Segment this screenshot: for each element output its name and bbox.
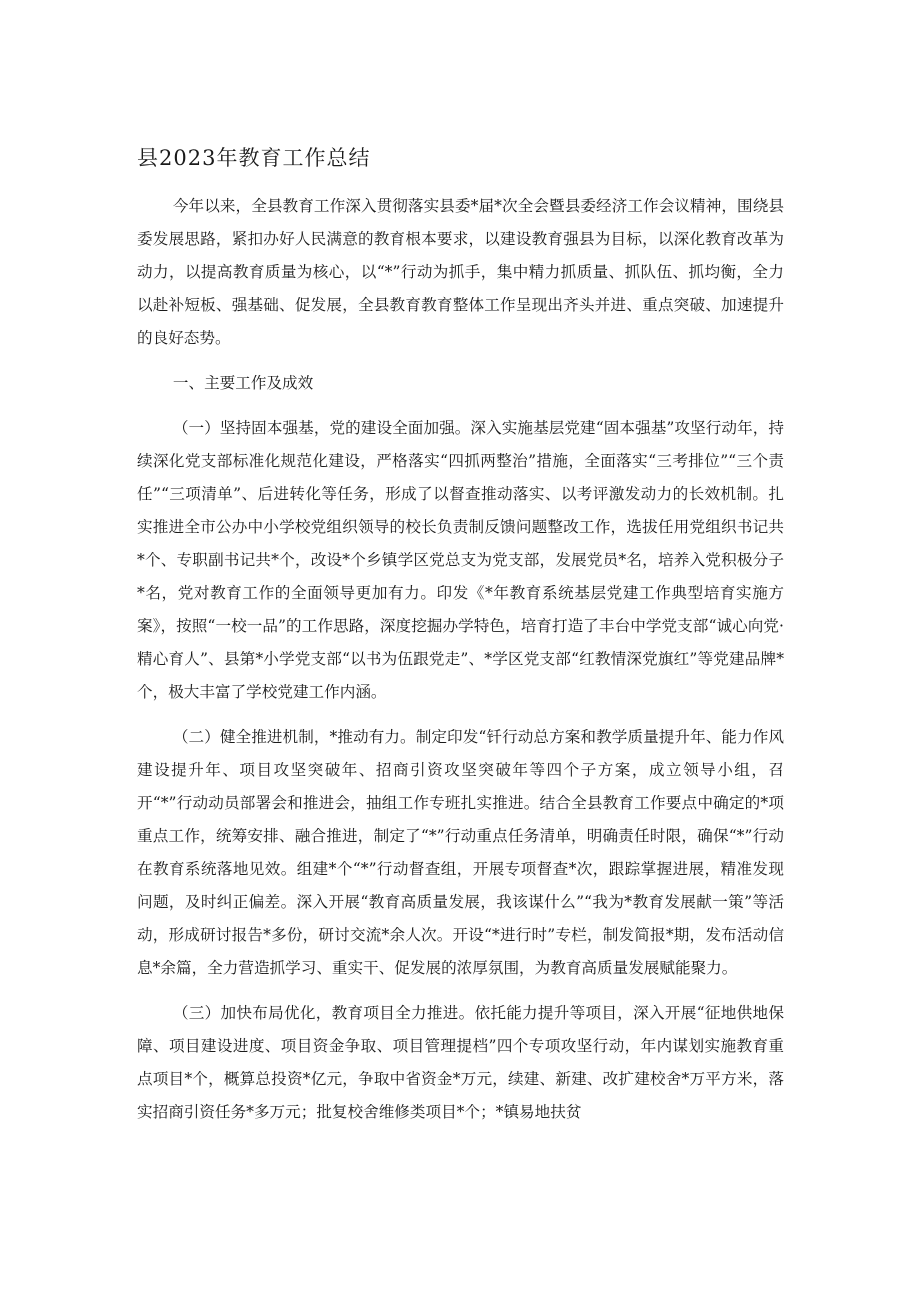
intro-paragraph: 今年以来，全县教育工作深入贯彻落实县委*届*次全会暨县委经济工作会议精神，围绕县委发展思路，紧扣办好人民满意的教育根本要求，以建设教育强县为目标，以深化教育改革为动力，以提高教育质量为核心，以“*”行动为抓手，集中精力抓质量、抓队伍、抓均衡，全力以赴补短板、强基础、促发展，全县教育教育整体工作呈现出齐头并进、重点突破、加速提升的良好态势。 — [137, 197, 784, 347]
paragraph-party-building: （一）坚持固本强基，党的建设全面加强。深入实施基层党建“固本强基”攻坚行动年，持续深化党支部标准化规范化建设，严格落实“四抓两整治”措施，全面落实“三考排位”“三个责任”“三项清单”、后进转化等任务，形成了以督查推动落实、以考评激发动力的长效机制。扎实推进全市公办中小学校党组织领导的校长负责制反馈问题整改工作，选拔任用党组织书记共*个、专职副书记共*个，改设*个乡镇学区党总支为党支部，发展党员*名，培养入党积极分子*名，党对教育工作的全面领导更加有力。印发《*年教育系统基层党建工作典型培育实施方案》，按照“一校一品”的工作思路，深度挖掘办学特色，培育打造了丰台中学党支部“诚心向党·精心育人”、县第*小学党支部“以书为伍跟党走”、*学区党支部“红教情深党旗红”等党建品牌*个，极大丰富了学校党建工作内涵。 — [137, 419, 784, 701]
paragraph-promotion-mechanism: （二）健全推进机制，*推动有力。制定印发“钎行动总方案和教学质量提升年、能力作风建设提升年、项目攻坚突破年、招商引资攻坚突破年等四个子方案，成立领导小组，召开“*”行动动员部署会和推进会，抽组工作专班扎实推进。结合全县教育工作要点中确定的*项重点工作，统筹安排、融合推进，制定了“*”行动重点任务清单，明确责任时限，确保“*”行动在教育系统落地见效。组建*个“*”行动督查组，开展专项督查*次，跟踪掌握进展，精准发现问题，及时纠正偏差。深入开展“教育高质量发展，我该谋什么”“我为*教育发展献一策”等活动，形成研讨报告*多份，研讨交流*余人次。开设“*进行时”专栏，制发简报*期，发布活动信息*余篇，全力营造抓学习、重实干、促发展的浓厚氛围，为教育高质量发展赋能聚力。 — [137, 728, 784, 977]
section-heading-main-work: 一、主要工作及成效 — [172, 374, 314, 392]
document-body — [137, 190, 784, 1141]
paragraph-layout-optimization: （三）加快布局优化，教育项目全力推进。依托能力提升等项目，深入开展“征地供地保障、项目建设进度、项目资金争取、项目管理提档”四个专项攻坚行动，年内谋划实施教育重点项目*个，概算总投资*亿元，争取中省资金*万元，续建、新建、改扩建校舍*万平方米，落实招商引资任务*多万元；批复校舍维修类项目*个；*镇易地扶贫 — [137, 1004, 784, 1121]
document-title: 县2023年教育工作总结 — [137, 146, 371, 170]
